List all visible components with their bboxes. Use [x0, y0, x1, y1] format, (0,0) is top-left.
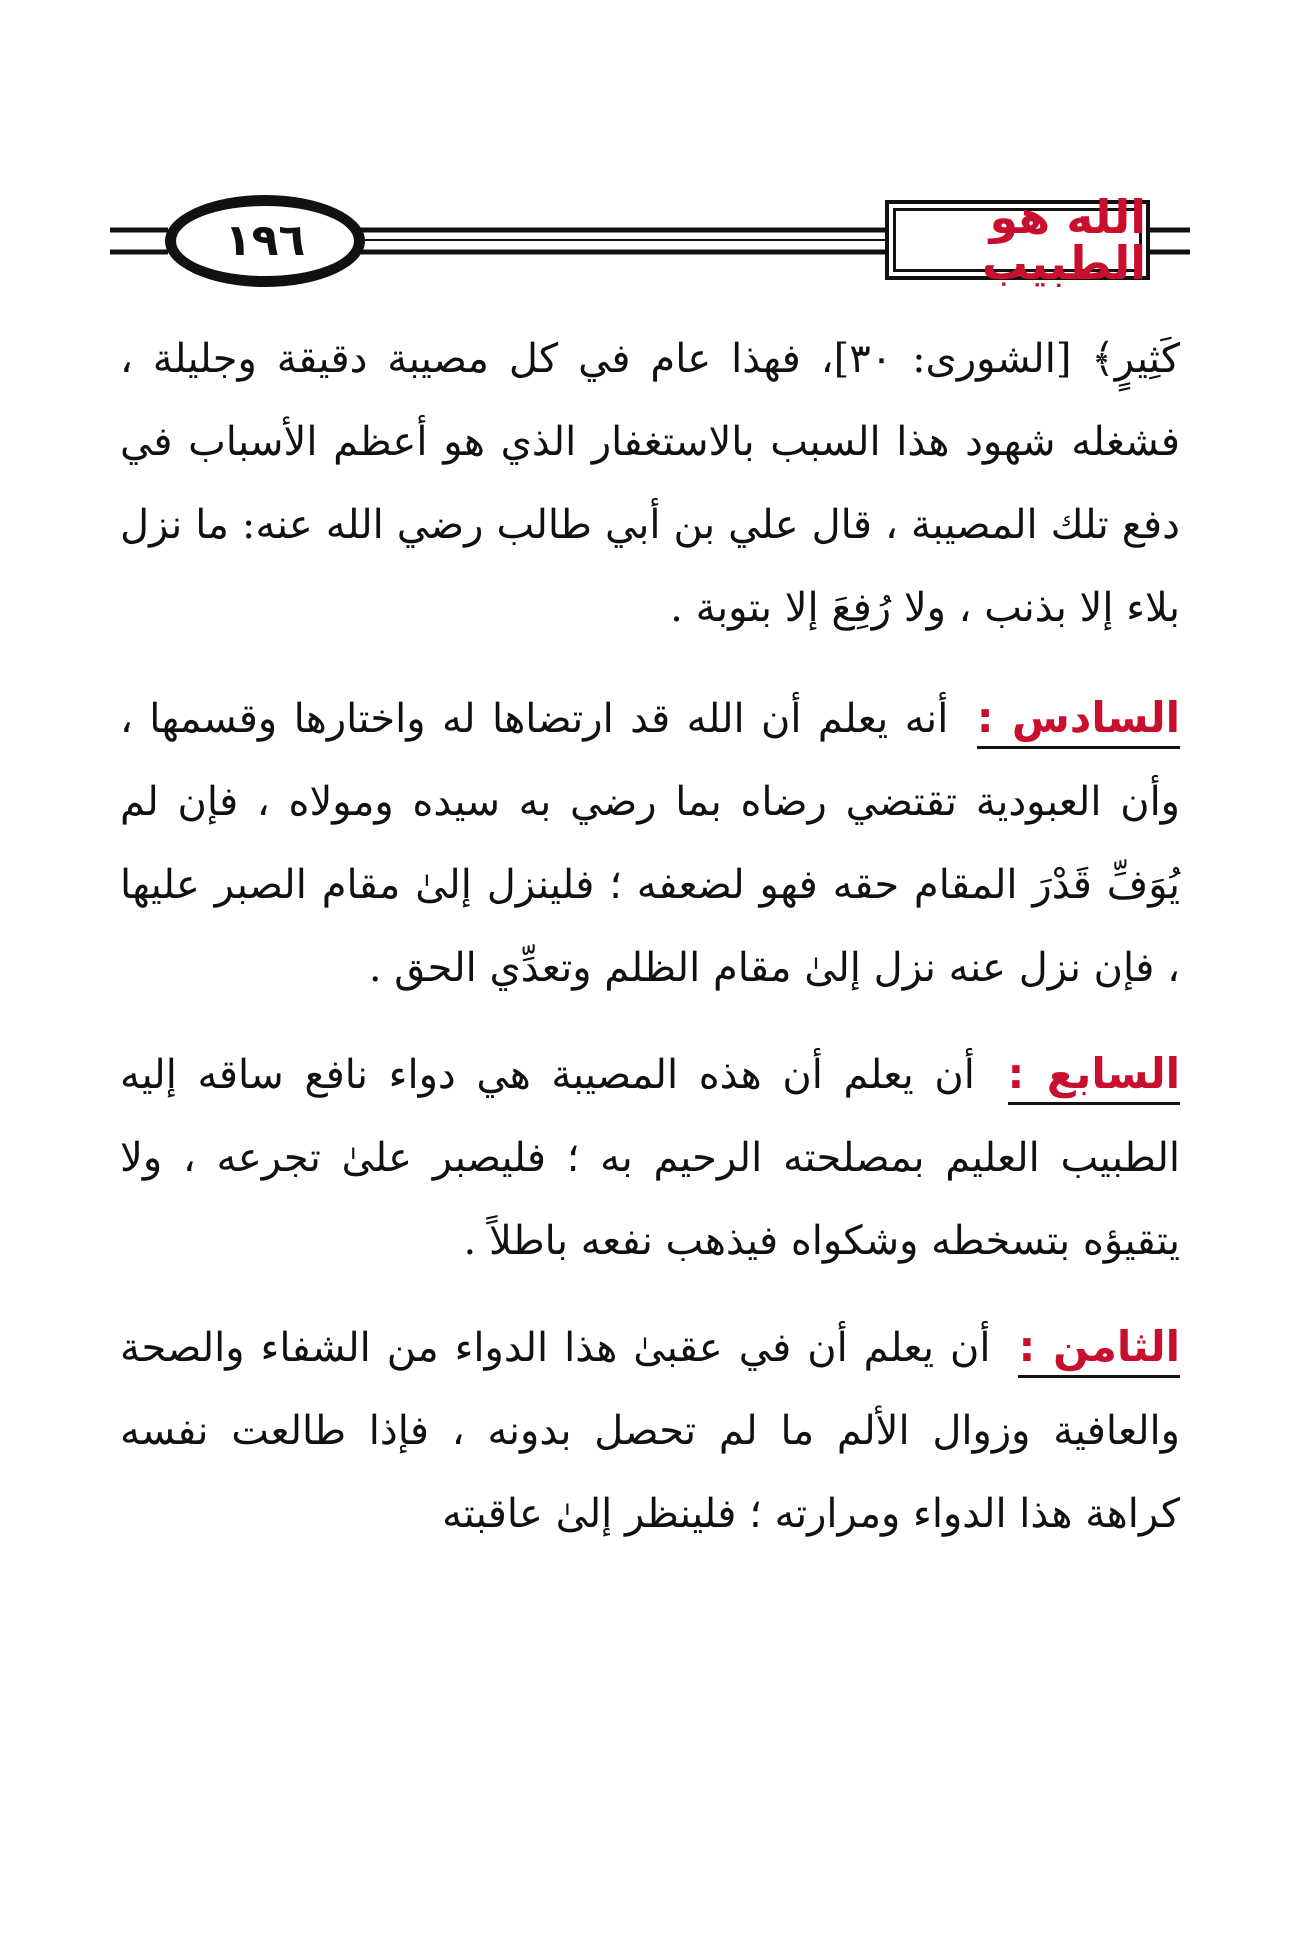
paragraph-2-heading: السادس :	[977, 693, 1180, 749]
paragraph-2	[120, 676, 1180, 1010]
paragraph-3-text: أن يعلم أن هذه المصيبة هي دواء نافع ساقه إليه الطبيب العليم بمصلحته الرحيم به ؛ فليصبر علىٰ تجرعه ، ولا يتقيؤه بتسخطه وشكواه فيذهب نفعه باطلاً .	[120, 1052, 1180, 1264]
paragraph-3	[120, 1032, 1180, 1283]
page-number: ١٩٦	[224, 215, 306, 266]
paragraph-3-heading: السابع :	[1008, 1049, 1180, 1105]
paragraph-1-text: كَثِيرٍ﴾ [الشورى: ٣٠]، فهذا عام في كل مصيبة دقيقة وجليلة ، فشغله شهود هذا السبب بالاستغفار الذي هو أعظم الأسباب في دفع تلك المصيبة ، قال علي بن أبي طالب رضي الله عنه: ما نزل بلاء إلا بذنب ، ولا رُفِعَ إلا بتوبة .	[120, 336, 1181, 631]
paragraph-1	[120, 318, 1180, 650]
page-body	[120, 318, 1180, 1578]
paragraph-4-text: أن يعلم أن في عقبىٰ هذا الدواء من الشفاء والصحة والعافية وزوال الألم ما لم تحصل بدونه ، فإذا طالعت نفسه كراهة هذا الدواء ومرارته ؛ فلينظر إلىٰ عاقبته	[120, 1325, 1180, 1537]
paragraph-4-heading: الثامن :	[1018, 1322, 1180, 1378]
paragraph-2-text: أنه يعلم أن الله قد ارتضاها له واختارها وقسمها ، وأن العبودية تقتضي رضاه بما رضي به سيده ومولاه ، فإن لم يُوَفِّ قَدْرَ المقام حقه فهو لضعفه ؛ فلينزل إلىٰ مقام الصبر عليها ، فإن نزل عنه نزل إلىٰ مقام الظلم وتعدِّي الحق .	[120, 696, 1180, 991]
running-header	[110, 190, 1190, 295]
page-number-oval	[165, 195, 365, 287]
running-title: الله هو الطبيب	[981, 190, 1146, 290]
running-title-box	[885, 190, 1150, 290]
paragraph-4	[120, 1305, 1180, 1556]
